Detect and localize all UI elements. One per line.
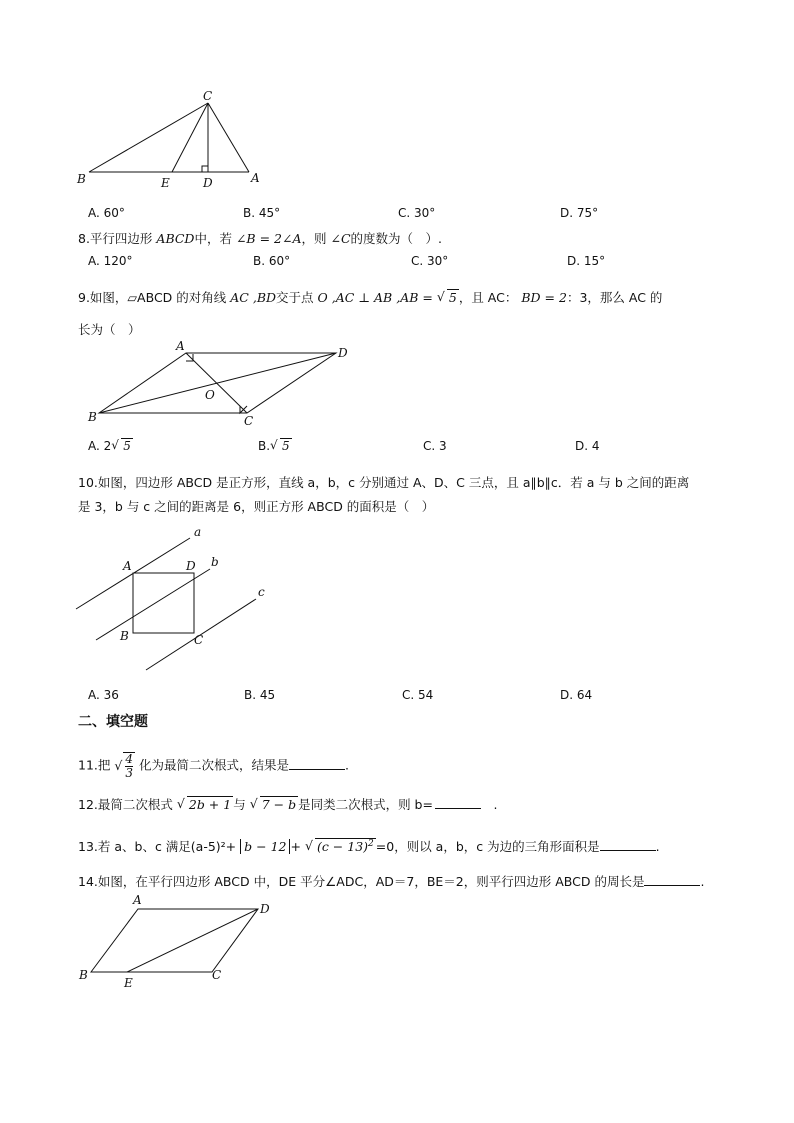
q9-option-d: D. 4 (575, 439, 600, 453)
fig7-label-e: E (161, 176, 170, 190)
q9-ratio-eq: BD = 2 (521, 290, 567, 305)
q13-exponent: 2 (368, 838, 374, 849)
fig14-label-e: E (124, 976, 133, 990)
section-2-title: 二、填空题 (78, 714, 148, 730)
fig9-label-o: O (205, 388, 215, 402)
q11-prefix: 11.把 (78, 757, 111, 773)
q10-option-a: A. 36 (88, 688, 119, 702)
q12-mid: 与 (233, 797, 246, 812)
q8-mid1: 中，若 (194, 231, 232, 246)
q12-suffix: 是同类二次根式，则 b= (298, 797, 433, 812)
q7-option-c: C. 30° (398, 206, 436, 220)
fig10-label-b: B (120, 629, 129, 643)
q8-quad: ABCD (156, 231, 195, 246)
q9-line2: 长为（ ） (78, 322, 141, 337)
fig7-label-d: D (203, 176, 213, 190)
q8-option-d: D. 15° (567, 254, 606, 268)
q10-line2: 是 3，b 与 c 之间的距离是 6，则正方形 ABCD 的面积是（ ） (78, 499, 435, 514)
q11-answer-blank[interactable] (289, 757, 345, 770)
q11-suffix: 化为最简二次根式，结果是 (139, 757, 290, 773)
question-9-line1 (78, 288, 662, 306)
fig14-label-b: B (79, 968, 88, 982)
fig10-label-b-line: b (211, 555, 219, 569)
q8-option-c: C. 30° (411, 254, 449, 268)
fig9-label-d: D (338, 346, 348, 360)
question-14: 14.如图，在平行四边形 ABCD 中，DE 平分∠ADC，AD＝7，BE＝2，则平行四边形 ABCD 的周长是 . (78, 874, 705, 889)
fig14-label-d: D (260, 902, 270, 916)
q13-plus: + (290, 839, 301, 854)
q8-condition: ∠B = 2∠A (235, 231, 302, 246)
q9-ac: AC (230, 290, 249, 305)
fig10-label-c: C (194, 633, 204, 647)
question-12: 12.最简二次根式 √ 2b + 1 与 √ 7 − b 是同类二次根式，则 b= . (78, 795, 497, 813)
q9-perp: ,AC ⊥ AB (331, 290, 393, 305)
fig9-label-c: C (244, 414, 254, 428)
q10-line1: 10.如图，四边形 ABCD 是正方形，直线 a，b，c 分别通过 A、D、C 三点，且 a∥b∥c．若 a 与 b 之间的距离 (78, 475, 690, 490)
question-11: 11.把 √ $\frac{4}{3}$ 化为最简二次根式，结果是 . (78, 752, 349, 780)
q8-angle: ∠C (330, 231, 351, 246)
q14-text: 14.如图，在平行四边形 ABCD 中，DE 平分∠ADC，AD＝7，BE＝2，则平行四边形 ABCD 的周长是 (78, 874, 645, 889)
q8-option-b: B. 60° (253, 254, 291, 268)
q12-sqrt-1: √ 2b + 1 (177, 797, 233, 812)
q7-option-b: B. 45° (243, 206, 281, 220)
q9-bd: ,BD (252, 290, 277, 305)
q10-option-d: D. 64 (560, 688, 593, 702)
q9-ratio-pre: ，且 AC： (458, 290, 518, 305)
q8-option-a: A. 120° (88, 254, 133, 268)
q9-o: O (317, 290, 328, 305)
q9-option-a: A. 2√ 5 (88, 439, 133, 453)
q14-answer-blank[interactable] (644, 873, 700, 886)
q13-abs: b − 12 (240, 839, 290, 854)
fig7-label-b: B (77, 172, 86, 186)
q13-answer-blank[interactable] (600, 838, 656, 851)
q9-mid: 交于点 (276, 290, 314, 305)
q9-ratio-post: ：3，那么 AC 的 (566, 290, 663, 305)
q11-sqrt-fraction: √ $\frac{4}{3}$ (114, 752, 134, 780)
fig14-label-a: A (133, 893, 142, 907)
fig14-label-c: C (212, 968, 222, 982)
q7-option-a: A. 60° (88, 206, 125, 220)
q12-answer-blank[interactable] (435, 796, 481, 809)
q13-sqrt: √ $(c - 13)^2$ (305, 839, 376, 854)
q8-prefix: 8.平行四边形 (78, 231, 153, 246)
q9-sqrt: √ 5 (437, 290, 459, 305)
fig7-label-c: C (203, 89, 213, 103)
q13-suffix: =0，则以 a，b，c 为边的三角形面积是 (375, 839, 600, 854)
q10-option-c: C. 54 (402, 688, 434, 702)
q9-option-c: C. 3 (423, 439, 447, 453)
fig10-label-a-line: a (194, 525, 202, 539)
question-8 (78, 229, 442, 247)
q9-ab-eq: ,AB = (396, 290, 433, 305)
fig10-label-d: D (186, 559, 196, 573)
question-13: 13.若 a、b、c 满足(a-5)²+ b − 12 + √ $(c - 13)^2 =0$，则以 a，b，c 为边的三角形面积是 . (78, 837, 660, 855)
fig10-label-a: A (123, 559, 132, 573)
fig10-label-c-line: c (258, 585, 265, 599)
q12-sqrt-2: √ 7 − b (250, 797, 298, 812)
q9-option-b: B.√ 5 (258, 439, 292, 453)
q13-prefix: 13.若 a、b、c 满足(a-5)²+ (78, 839, 237, 854)
q12-prefix: 12.最简二次根式 (78, 797, 173, 812)
q8-suffix: 的度数为（ ）. (350, 231, 443, 246)
q7-option-d: D. 75° (560, 206, 599, 220)
fig7-label-a: A (251, 171, 260, 185)
q9-prefix: 9.如图，▱ABCD 的对角线 (78, 290, 227, 305)
q10-option-b: B. 45 (244, 688, 276, 702)
fig9-label-b: B (88, 410, 97, 424)
fig9-label-a: A (176, 339, 185, 353)
q8-mid2: ，则 (301, 231, 327, 246)
